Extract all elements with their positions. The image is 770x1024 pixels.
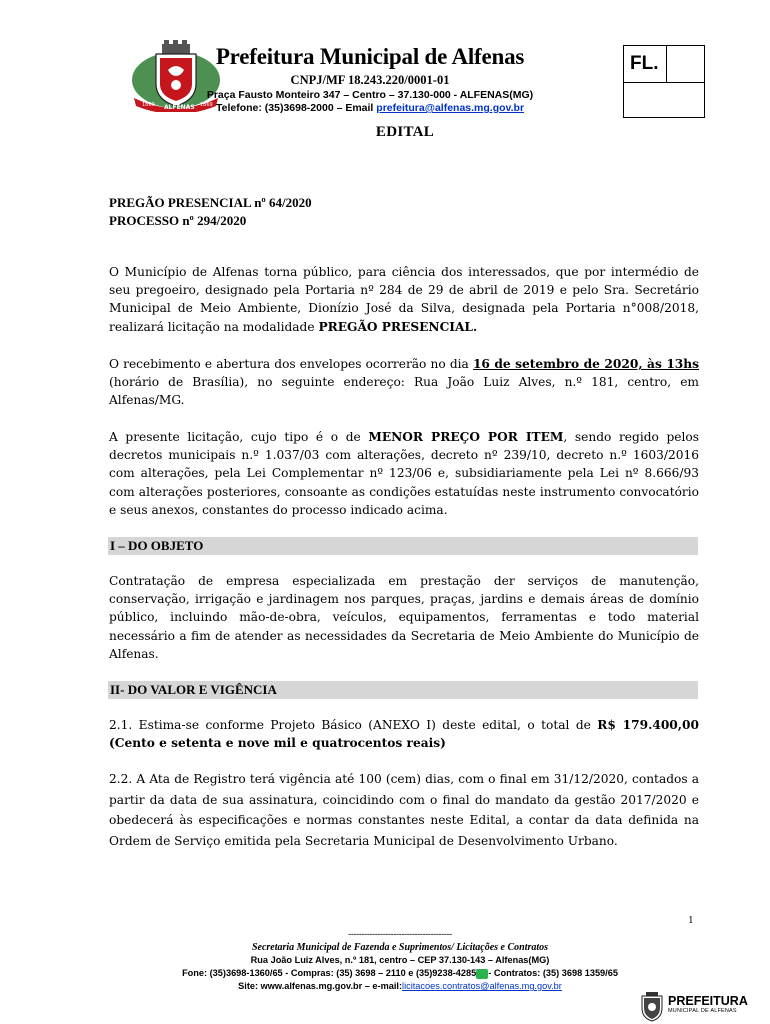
licitacao-type: MENOR PREÇO POR ITEM	[368, 430, 564, 444]
intro-modality: PREGÃO PRESENCIAL.	[318, 319, 478, 334]
licitacao-paragraph	[109, 428, 699, 519]
intro-paragraph	[109, 263, 699, 336]
folio-box-separator	[666, 46, 667, 82]
folio-label: FL.	[630, 53, 659, 74]
envelope-date: 16 de setembro de 2020, às 13hs	[472, 357, 699, 371]
header-title: Prefeitura Municipal de Alfenas	[215, 44, 525, 69]
seal-city-name: ALFENAS	[164, 104, 195, 111]
section-valor-heading: II- DO VALOR E VIGÊNCIA	[108, 681, 698, 699]
processo-number: PROCESSO nº 294/2020	[109, 213, 247, 228]
licitacao-text-post: , sendo regido pelos decretos municipais n.º 1.037/03 com alterações, decreto nº 239/10, decreto n.º 1603/2016 com alterações, pela Lei Complementar nº 123/06 e, subsidiariamente pela Lei nº 8.666/93 com alterações posteriores, consoante as condições estatuídas neste instrumento convocatório e seus anexos, constantes do processo indicado acima.	[109, 430, 699, 517]
pregao-number: PREGÃO PRESENCIAL nº 64/2020	[109, 195, 312, 210]
header-phone-text: Telefone: (35)3698-2000 – Email	[215, 102, 377, 114]
header-address: Praça Fausto Monteiro 347 – Centro – 37.130-000 - ALFENAS(MG)	[206, 89, 534, 101]
seal-year-right: 1869	[200, 102, 213, 108]
licitacao-text-pre: A presente licitação, cujo tipo é o de	[109, 430, 369, 444]
footer-logo	[636, 992, 770, 1024]
valor-text: 2.1. Estima-se conforme Projeto Básico (ANEXO I) deste edital, o total de	[109, 718, 598, 732]
footer-contracts-phone: - Contratos: (35) 3698 1359/65	[488, 968, 618, 978]
footer-logo-sub: MUNICIPAL DE ALFENAS	[668, 1008, 737, 1014]
header-cnpj: CNPJ/MF 18.243.220/0001-01	[290, 73, 450, 87]
footer-divider: ---------------------------------------	[348, 929, 452, 939]
whatsapp-icon	[476, 969, 488, 979]
footer-address: Rua João Luiz Alves, n.º 181, centro – CEP 37.130-143 – Alfenas(MG)	[250, 955, 550, 965]
footer-logo-name: PREFEITURA	[668, 994, 748, 1008]
header-email-link[interactable]: prefeitura@alfenas.mg.gov.br	[376, 102, 525, 114]
folio-box	[623, 45, 705, 118]
footer-secretaria: Secretaria Municipal de Fazenda e Suprimentos/ Licitações e Contratos	[251, 942, 549, 953]
footer-phones	[0, 968, 770, 979]
vigencia-paragraph: 2.2. A Ata de Registro terá vigência até 100 (cem) dias, com o final em 31/12/2020, contados a partir da data de sua assinatura, coincidindo com o final do mandato da gestão 2017/2020 e obedecerá às especificações e normas constantes neste Edital, a contar da data definida na Ordem de Serviço emitida pela Secretaria Municipal de Desenvolvimento Urbano.	[109, 772, 699, 848]
doc-title: EDITAL	[375, 124, 435, 140]
seal-year-left: 1869	[142, 102, 155, 108]
envelope-text-post: (horário de Brasília), no seguinte endereço: Rua João Luiz Alves, n.º 181, centro, em Alfenas/MG.	[109, 375, 699, 408]
envelope-paragraph	[109, 355, 699, 410]
footer-site	[0, 981, 770, 991]
envelope-text-pre: O recebimento e abertura dos envelopes ocorrerão no dia	[109, 357, 473, 371]
objeto-paragraph: Contratação de empresa especializada em prestação der serviços de manutenção, conservação, irrigação e jardinagem nos parques, praças, jardins e demais áreas de domínio público, incluindo mão-de-obra, veículos, equipamentos, ferramentas e todo material necessário a fim de atender as necessidades da Secretaria de Meio Ambiente do Município de Alfenas.	[109, 574, 699, 661]
section-objeto-heading: I – DO OBJETO	[108, 537, 698, 555]
page-number: 1	[688, 914, 694, 926]
valor-amount: R$ 179.400,00 (Cento e setenta e nove mil e quatrocentos reais)	[109, 718, 699, 751]
footer-site-text: Site: www.alfenas.mg.gov.br – e-mail:	[238, 981, 403, 991]
intro-text: O Município de Alfenas torna público, para ciência dos interessados, que por intermédio de seu pregoeiro, designado pela Portaria nº 284 de 29 de abril de 2019 e pelo Sra. Secretário Municipal de Meio Ambiente, Dionízio José da Silva, designada pela Portaria n°008/2018, realizará licitação na modalidade	[109, 265, 699, 334]
footer-email-link[interactable]: licitacoes.contratos@alfenas.mg.gov.br	[402, 981, 562, 991]
valor-paragraph	[109, 716, 699, 752]
footer-seal-icon	[638, 992, 666, 1022]
footer-phones-text: Fone: (35)3698-1360/65 - Compras: (35) 3698 – 2110 e (35)9238-4285	[182, 968, 477, 978]
pregao-block	[109, 194, 312, 230]
